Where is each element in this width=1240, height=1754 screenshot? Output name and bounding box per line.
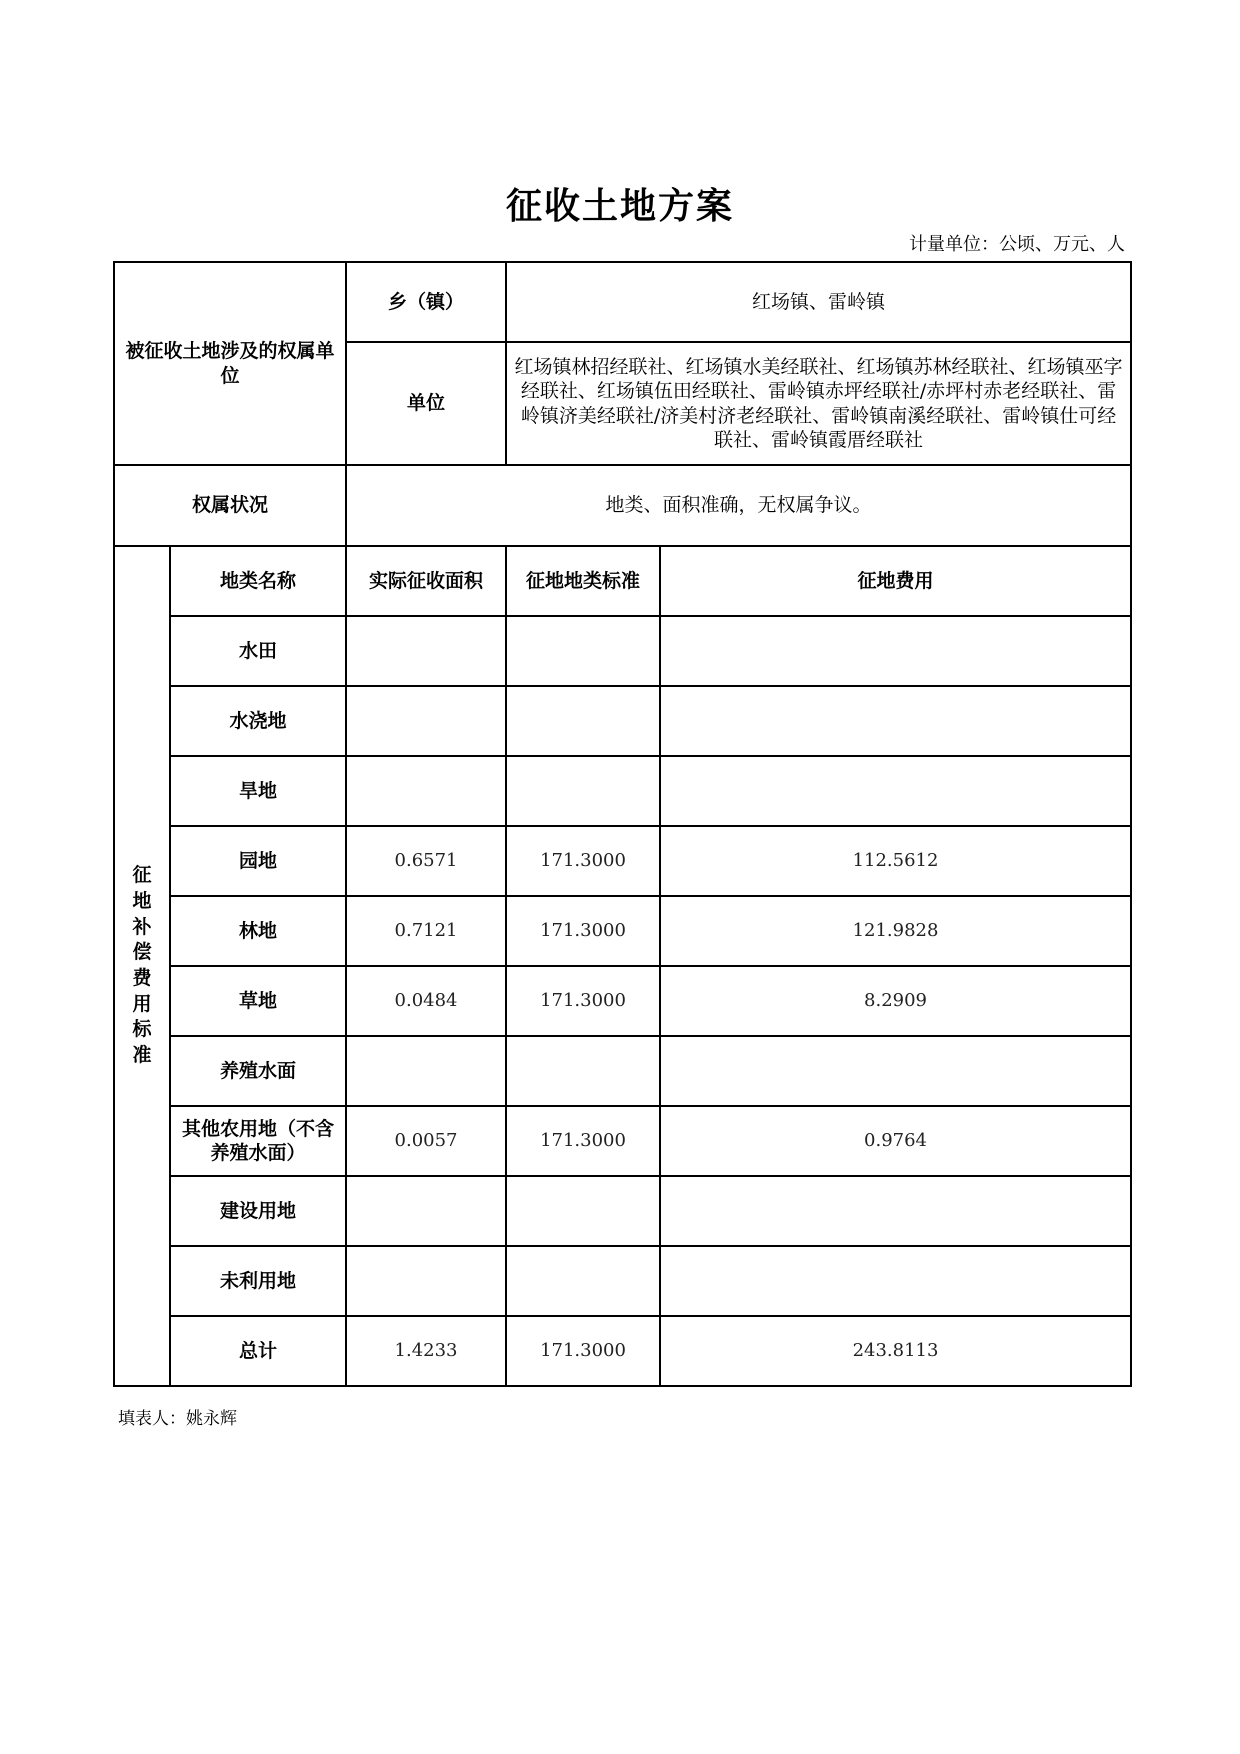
land-type-name: 草地 [170,966,346,1036]
township-value: 红场镇、雷岭镇 [506,262,1131,342]
standard: 171.3000 [506,966,660,1036]
table-row [114,896,1131,966]
table-row [114,1036,1131,1106]
actual-area: 0.0057 [346,1106,506,1176]
land-type-name: 总计 [170,1316,346,1386]
actual-area [346,756,506,826]
standard: 171.3000 [506,896,660,966]
standard: 171.3000 [506,826,660,896]
standard: 171.3000 [506,1316,660,1386]
land-type-name: 其他农用地（不含养殖水面） [170,1106,346,1176]
land-type-name: 林地 [170,896,346,966]
status-label: 权属状况 [114,465,346,546]
filler-signature: 填表人：姚永辉 [118,1409,237,1429]
standard [506,1176,660,1246]
cost: 121.9828 [660,896,1131,966]
cost [660,616,1131,686]
actual-area [346,1036,506,1106]
standard [506,616,660,686]
header-actual-area: 实际征收面积 [346,546,506,616]
table-row [114,756,1131,826]
actual-area [346,686,506,756]
land-type-name: 园地 [170,826,346,896]
actual-area: 0.6571 [346,826,506,896]
land-expropriation-table [113,261,1132,1387]
total-row [114,1316,1131,1386]
unit-value: 红场镇林招经联社、红场镇水美经联社、红场镇苏林经联社、红场镇巫字经联社、红场镇伍田经联社、雷岭镇赤坪经联社/赤坪村赤老经联社、雷岭镇济美经联社/济美村济老经联社、雷岭镇南溪经联社、雷岭镇仕可经联社、雷岭镇霞厝经联社 [506,342,1131,465]
header-standard: 征地地类标准 [506,546,660,616]
actual-area: 0.0484 [346,966,506,1036]
cost: 0.9764 [660,1106,1131,1176]
land-type-name: 建设用地 [170,1176,346,1246]
cost [660,756,1131,826]
unit-note: 计量单位：公顷、万元、人 [909,234,1125,255]
cost [660,1036,1131,1106]
standard [506,1036,660,1106]
cost [660,1176,1131,1246]
header-cost: 征地费用 [660,546,1131,616]
actual-area [346,1246,506,1316]
standard [506,686,660,756]
actual-area [346,616,506,686]
standard: 171.3000 [506,1106,660,1176]
compensation-section-label: 征地补偿费用标准 [114,546,170,1386]
actual-area [346,1176,506,1246]
header-land-type: 地类名称 [170,546,346,616]
cost: 8.2909 [660,966,1131,1036]
cost [660,686,1131,756]
table-row [114,686,1131,756]
table-row [114,1106,1131,1176]
status-value: 地类、面积准确，无权属争议。 [346,465,1131,546]
land-type-name: 水田 [170,616,346,686]
land-type-name: 养殖水面 [170,1036,346,1106]
land-type-name: 水浇地 [170,686,346,756]
standard [506,756,660,826]
actual-area: 0.7121 [346,896,506,966]
unit-label: 单位 [346,342,506,465]
cost: 112.5612 [660,826,1131,896]
land-type-name: 未利用地 [170,1246,346,1316]
table-row [114,1246,1131,1316]
actual-area: 1.4233 [346,1316,506,1386]
ownership-label: 被征收土地涉及的权属单位 [114,262,346,465]
table-row [114,616,1131,686]
table-row [114,1176,1131,1246]
page-title: 征收土地方案 [505,186,734,227]
standard [506,1246,660,1316]
land-type-name: 旱地 [170,756,346,826]
cost [660,1246,1131,1316]
cost: 243.8113 [660,1316,1131,1386]
table-row [114,966,1131,1036]
table-row [114,826,1131,896]
township-label: 乡（镇） [346,262,506,342]
